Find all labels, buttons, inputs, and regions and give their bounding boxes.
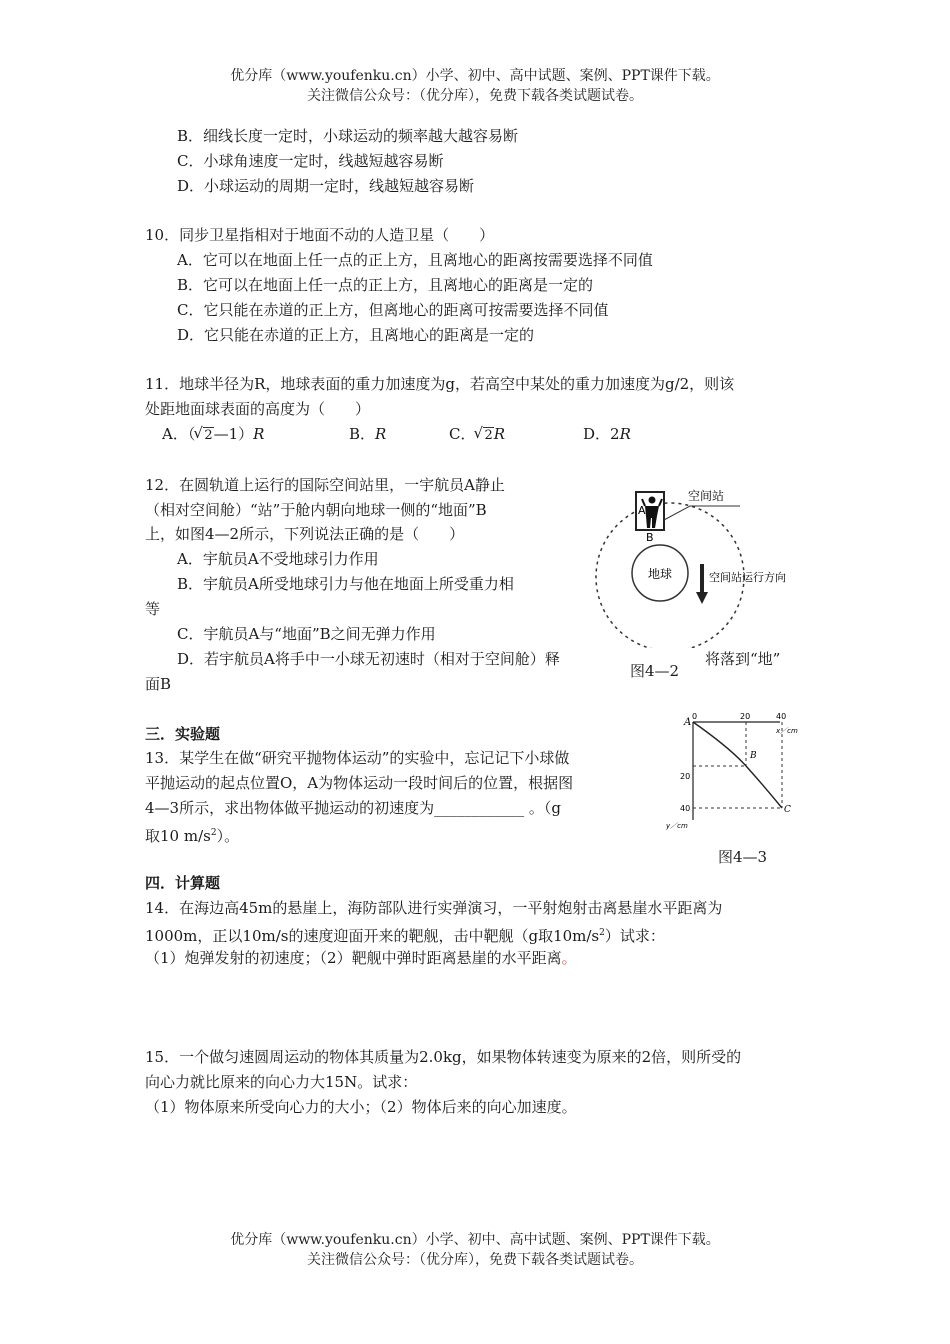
q10-stem: 10．同步卫星指相对于地面不动的人造卫星（ ） xyxy=(145,226,495,244)
q14-line3-text: （1）炮弹发射的初速度；（2）靶舰中弹时距离悬崖的水平距离 xyxy=(145,949,562,967)
astronaut-a-label: A xyxy=(638,504,646,517)
q10-option-a: A．它可以在地面上任一点的正上方，且离地心的距离按需要选择不同值 xyxy=(177,251,653,269)
q9-option-c: C．小球角速度一定时，线越短越容易断 xyxy=(177,152,444,170)
q9-option-d: D．小球运动的周期一定时，线越短越容易断 xyxy=(177,177,475,195)
q11-a-label: A．（ xyxy=(162,425,196,443)
q13-line2: 平抛运动的起点位置O，A为物体运动一段时间后的位置，根据图 xyxy=(145,774,574,792)
q12-option-d-line1: D．若宇航员A将手中一小球无初速时（相对于空间舱）释 xyxy=(177,650,560,668)
q11-option-c xyxy=(449,423,505,447)
figure-4-3 xyxy=(660,708,812,836)
q11-option-a xyxy=(162,423,264,447)
x-axis-unit: x／cm xyxy=(776,727,798,735)
point-b-label: B xyxy=(750,751,757,761)
page-footer-line1: 优分库（www.youfenku.cn）小学、初中、高中试题、案例、PPT课件下载。 xyxy=(230,1232,720,1248)
q11-a-radicand: 2 xyxy=(204,428,213,443)
q11-stem-line2: 处距地面球表面的高度为（ ） xyxy=(145,400,371,418)
figure-4-2 xyxy=(590,478,810,648)
q13-line4-sup: 2 xyxy=(210,828,217,838)
q12-option-d-line2: 面B xyxy=(145,675,172,693)
x-tick-40: 40 xyxy=(776,712,787,721)
station-leader-line xyxy=(664,506,740,520)
q10-option-c: C．它只能在赤道的正上方，但离地心的距离可按需要选择不同值 xyxy=(177,301,609,319)
floor-b-label: B xyxy=(646,531,654,544)
q12-stem-line3: 上，如图4—2所示，下列说法正确的是（ ） xyxy=(145,525,465,543)
q11-d-r: R xyxy=(619,425,631,443)
q13-line4 xyxy=(145,822,239,847)
q13-line1: 13．某学生在做“研究平抛物体运动”的实验中，忘记记下小球做 xyxy=(145,749,570,767)
q14-line2-a: 1000m，正以10m/s的速度迎面开来的靶舰，击中靶舰（g取10m/s xyxy=(145,927,600,945)
q11-a-r: R xyxy=(253,425,265,443)
figure-4-2-caption: 图4—2 xyxy=(630,662,680,680)
q12-stem-line1: 12．在圆轨道上运行的国际空间站里，一宇航员A静止 xyxy=(145,476,505,494)
sqrt-symbol: √ 2 xyxy=(193,424,213,443)
x-tick-20: 20 xyxy=(740,712,751,721)
y-tick-20: 20 xyxy=(680,772,691,781)
direction-arrowhead-icon xyxy=(696,592,708,604)
q9-option-b: B．细线长度一定时，小球运动的频率越大越容易断 xyxy=(177,127,519,145)
page-footer-line2: 关注微信公众号：（优分库），免费下载各类试题试卷。 xyxy=(307,1252,643,1268)
q14-line1: 14．在海边高45m的悬崖上，海防部队进行实弹演习，一平射炮射击离悬崖水平距离为 xyxy=(145,899,723,917)
q11-stem-line1: 11．地球半径为R，地球表面的重力加速度为g，若高空中某处的重力加速度为g/2，则该 xyxy=(145,375,735,393)
q11-c-label: C． xyxy=(449,425,476,443)
q10-option-d: D．它只能在赤道的正上方，且离地心的距离是一定的 xyxy=(177,326,535,344)
page-header-line1: 优分库（www.youfenku.cn）小学、初中、高中试题、案例、PPT课件下载。 xyxy=(230,68,720,84)
page-header-line2: 关注微信公众号：（优分库），免费下载各类试题试卷。 xyxy=(307,88,643,104)
q11-option-b xyxy=(349,423,386,445)
q11-d-label: D．2 xyxy=(583,425,620,443)
q14-line2 xyxy=(145,922,665,947)
q15-line3: （1）物体原来所受向心力的大小；（2）物体后来的向心加速度。 xyxy=(145,1098,577,1116)
q15-line1: 15．一个做匀速圆周运动的物体其质量为2.0kg，如果物体转速变为原来的2倍，则所受的 xyxy=(145,1048,742,1066)
q14-line3 xyxy=(145,947,577,969)
q11-b-r: R xyxy=(375,425,387,443)
section-4-title: 四．计算题 xyxy=(145,874,221,892)
q12-option-c: C．宇航员A与“地面”B之间无弹力作用 xyxy=(177,625,436,643)
q14-line3-end: 。 xyxy=(561,949,577,967)
x-tick-0: 0 xyxy=(692,712,698,721)
q12-option-b-line2: 等 xyxy=(145,600,161,618)
earth-label: 地球 xyxy=(647,567,673,581)
point-c-label: C xyxy=(784,805,791,815)
q11-b-label: B． xyxy=(349,425,376,443)
q14-line2-sup: 2 xyxy=(599,928,605,938)
q11-c-r: R xyxy=(493,425,506,443)
q11-c-radicand: 2 xyxy=(484,428,493,443)
q14-line2-b: ）试求： xyxy=(604,927,665,945)
q15-line2: 向心力就比原来的向心力大15N。试求： xyxy=(145,1073,418,1091)
q12-option-b-line1: B．宇航员A所受地球引力与他在地面上所受重力相 xyxy=(177,575,514,593)
section-3-title: 三．实验题 xyxy=(145,725,221,743)
q12-option-d-line1-end: 将落到“地” xyxy=(705,650,781,668)
y-tick-40: 40 xyxy=(680,804,691,813)
trajectory-curve xyxy=(693,722,782,808)
point-a-label: A xyxy=(684,717,692,728)
q11-a-rest: —1） xyxy=(213,425,254,443)
q13-line3: 4—3所示，求出物体做平抛运动的初速度为____________ 。（g xyxy=(145,799,561,817)
q12-stem-line2: （相对空间舱）“站”于舱内朝向地球一侧的“地面”B xyxy=(145,501,487,519)
q12-option-a: A．宇航员A不受地球引力作用 xyxy=(177,550,379,568)
q13-line4-a: 取10 m/s xyxy=(145,827,211,845)
q10-option-b: B．它可以在地面上任一点的正上方，且离地心的距离是一定的 xyxy=(177,276,594,294)
figure-4-3-caption: 图4—3 xyxy=(718,848,768,866)
station-label: 空间站 xyxy=(688,489,725,503)
q11-option-d xyxy=(583,423,631,445)
direction-label: 空间站运行方向 xyxy=(709,571,786,584)
sqrt-symbol: √ 2 xyxy=(473,424,493,443)
y-axis-unit: y／cm xyxy=(666,822,688,830)
q13-line4-b: ）。 xyxy=(216,827,240,845)
